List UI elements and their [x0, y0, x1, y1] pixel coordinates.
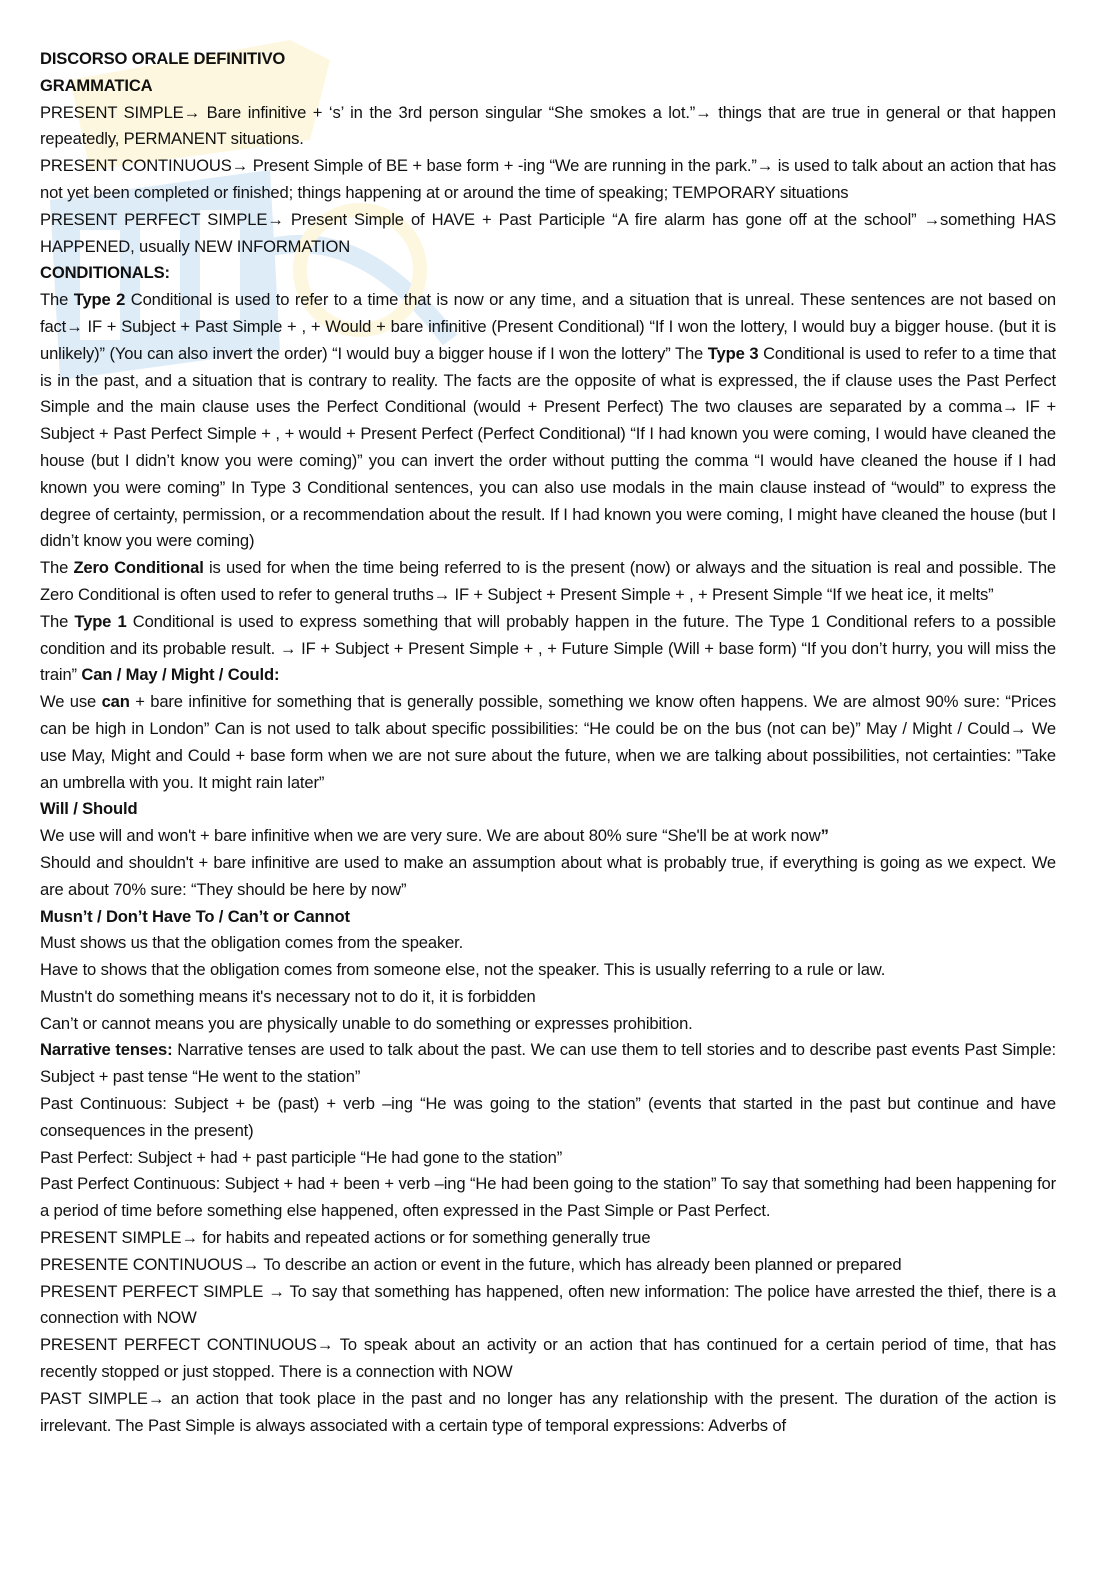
paragraph — [40, 1091, 1056, 1145]
text-run: Past Continuous: Subject + be (past) + verb –ing “He was going to the station” (events that started in the past but continue and have consequences in the present) — [40, 1094, 1056, 1140]
paragraph — [40, 689, 1056, 796]
paragraph — [40, 1332, 1056, 1386]
text-run: PRESENT PERFECT CONTINUOUS→ To speak about an activity or an action that has continued for a certain period of time, that has recently stopped or just stopped. There is a connection with NOW — [40, 1335, 1056, 1382]
text-run: Past Perfect Continuous: Subject + had + been + verb –ing “He had been going to the station” To say that something had been happening for a period of time before something else happened, often expressed in the Past Simple or Past Perfect. — [40, 1174, 1056, 1221]
text-run: Should and shouldn't + bare infinitive are used to make an assumption about what is probably true, if everything is going as we expect. We are about 70% sure: “They should be here by now” — [40, 852, 1056, 899]
document-title: DISCORSO ORALE DEFINITIVO — [40, 49, 286, 68]
paragraph — [40, 850, 1056, 904]
paragraph — [40, 1011, 1056, 1038]
text-run: Mustn't do something means it's necessary not to do it, it is forbidden — [40, 986, 536, 1006]
bold-text: Type 3 — [707, 343, 759, 363]
text-run: We use — [40, 692, 102, 712]
text-run: Narrative tenses are used to talk about the past. We can use them to tell stories and to describe past events Past Simple: Subject + past tense “He went to the station” — [40, 1040, 1056, 1087]
text-run: The — [40, 290, 74, 310]
text-run: PRESENT PERFECT SIMPLE→ Present Simple of HAVE + Past Participle “A fire alarm has gone off at the school” →something HAS HAPPENED, usually NEW INFORMATION — [40, 209, 1056, 256]
paragraph — [40, 207, 1056, 261]
text-run: Must shows us that the obligation comes from the speaker. — [40, 933, 464, 953]
document-body — [40, 46, 1056, 1439]
bold-text: Zero Conditional — [73, 558, 204, 578]
text-run: Have to shows that the obligation comes from someone else, not the speaker. This is usually referring to a rule or law. — [40, 960, 886, 980]
bold-text: Narrative tenses: — [40, 1040, 173, 1060]
paragraph — [40, 100, 1056, 154]
text-run: PRESENT SIMPLE→ for habits and repeated actions or for something generally true — [40, 1228, 651, 1248]
paragraph — [40, 1279, 1056, 1333]
paragraph — [40, 823, 1056, 850]
text-run: Past Perfect: Subject + had + past participle “He had gone to the station” — [40, 1147, 563, 1167]
paragraph — [40, 1171, 1056, 1225]
bold-text: CONDITIONALS: — [40, 263, 170, 283]
text-run: PRESENT PERFECT SIMPLE → To say that something has happened, often new information: The police have arrested the thief, there is a connection with NOW — [40, 1281, 1056, 1328]
text-run: The — [40, 558, 74, 578]
paragraph — [40, 287, 1056, 555]
paragraph — [40, 1145, 1056, 1172]
text-run: Conditional is used to refer to a time that is now or any time, and a situation that is unreal. These sentences are not based on fact→ IF + Subject + Past Simple + , + Would + bare infinitive (Present Conditional) “If I won the lottery, I would buy a bigger house. (but it is unlikely)” (You can also invert the order) “I would buy a bigger house if I won the lottery” The — [40, 290, 1056, 363]
text-run: PRESENT CONTINUOUS→ Present Simple of BE + base form + -ing “We are running in the park.”→ is used to talk about an action that has not yet been completed or finished; things happening at or around the time of speaking; TEMPORARY situations — [40, 156, 1056, 202]
text-run: PAST SIMPLE→ an action that took place in the past and no longer has any relationship with the present. The duration of the action is irrelevant. The Past Simple is always associated with a certain type of temporal expressions: Adverbs of — [40, 1388, 1056, 1435]
text-run: Can’t or cannot means you are physically unable to do something or expresses prohibition. — [40, 1013, 693, 1033]
document-subtitle: GRAMMATICA — [40, 75, 153, 95]
paragraph — [40, 957, 1056, 984]
bold-text: Type 2 — [73, 290, 126, 310]
paragraph — [40, 1225, 1056, 1252]
text-run: PRESENT SIMPLE→ Bare infinitive + ‘s’ in the 3rd person singular “She smokes a lot.”→ things that are true in general or that happen repeatedly, PERMANENT situations. — [40, 102, 1056, 149]
paragraph — [40, 984, 1056, 1011]
paragraph — [40, 796, 1056, 823]
bold-text: ” — [820, 826, 829, 846]
paragraph — [40, 609, 1056, 689]
paragraph — [40, 153, 1056, 207]
paragraph — [40, 260, 1056, 287]
text-run: Conditional is used to express something that will probably happen in the future. The Type 1 Conditional refers to a possible condition and its probable result. → IF + Subject + Present Simple + , + Future Simple (Will + base form) “If you don’t hurry, you will miss the train” — [40, 611, 1056, 685]
text-run: + bare infinitive for something that is generally possible, something we know often happens. We are almost 90% sure: “Prices can be high in London” Can is not used to talk about specific possibilities: “He could be on the bus (not can be)” May / Might / Could→ We use May, Might and Could + base form when we are not sure about the future, when we are talking about possibilities, not certainties: ”Take an umbrella with you. It might rain later” — [40, 692, 1057, 792]
paragraph — [40, 904, 1056, 931]
paragraph — [40, 1037, 1056, 1091]
bold-text: can — [101, 692, 130, 712]
text-run: The — [40, 611, 75, 631]
paragraph — [40, 1386, 1056, 1440]
paragraph — [40, 930, 1056, 957]
paragraph — [40, 1252, 1056, 1279]
text-run: We use will and won't + bare infinitive when we are very sure. We are about 80% sure “She'll be at work now — [40, 826, 821, 846]
text-run: is used for when the time being referred to is the present (now) or always and the situation is real and possible. The Zero Conditional is often used to refer to general truths→ IF + Subject + Present Simple + , + Present Simple “If we heat ice, it melts” — [40, 558, 1056, 604]
text-run: Conditional is used to refer to a time that is in the past, and a situation that is contrary to reality. The facts are the opposite of what is expressed, the if clause uses the Past Perfect Simple and the main clause uses the Perfect Conditional (would + Present Perfect) The two clauses are separated by a comma→ IF + Subject + Past Perfect Simple + , + would + Present Perfect (Perfect Conditional) “If I had known you were coming, I would have cleaned the house (but I didn’t know you were coming)” you can invert the order without putting the comma “I would have cleaned the house if I had known you were coming” In Type 3 Conditional sentences, you can also use modals in the main clause instead of “would” to express the degree of certainty, permission, or a recommendation about the result. If I had known you were coming, I might have cleaned the house (but I didn’t know you were coming) — [40, 343, 1057, 551]
bold-text: Can / May / Might / Could: — [81, 665, 280, 685]
text-run: PRESENTE CONTINUOUS→ To describe an action or event in the future, which has already been planned or prepared — [40, 1254, 902, 1274]
bold-text: Type 1 — [74, 611, 127, 631]
bold-text: Musn’t / Don’t Have To / Can’t or Cannot — [40, 906, 350, 926]
paragraph — [40, 555, 1056, 609]
bold-text: Will / Should — [40, 799, 138, 819]
